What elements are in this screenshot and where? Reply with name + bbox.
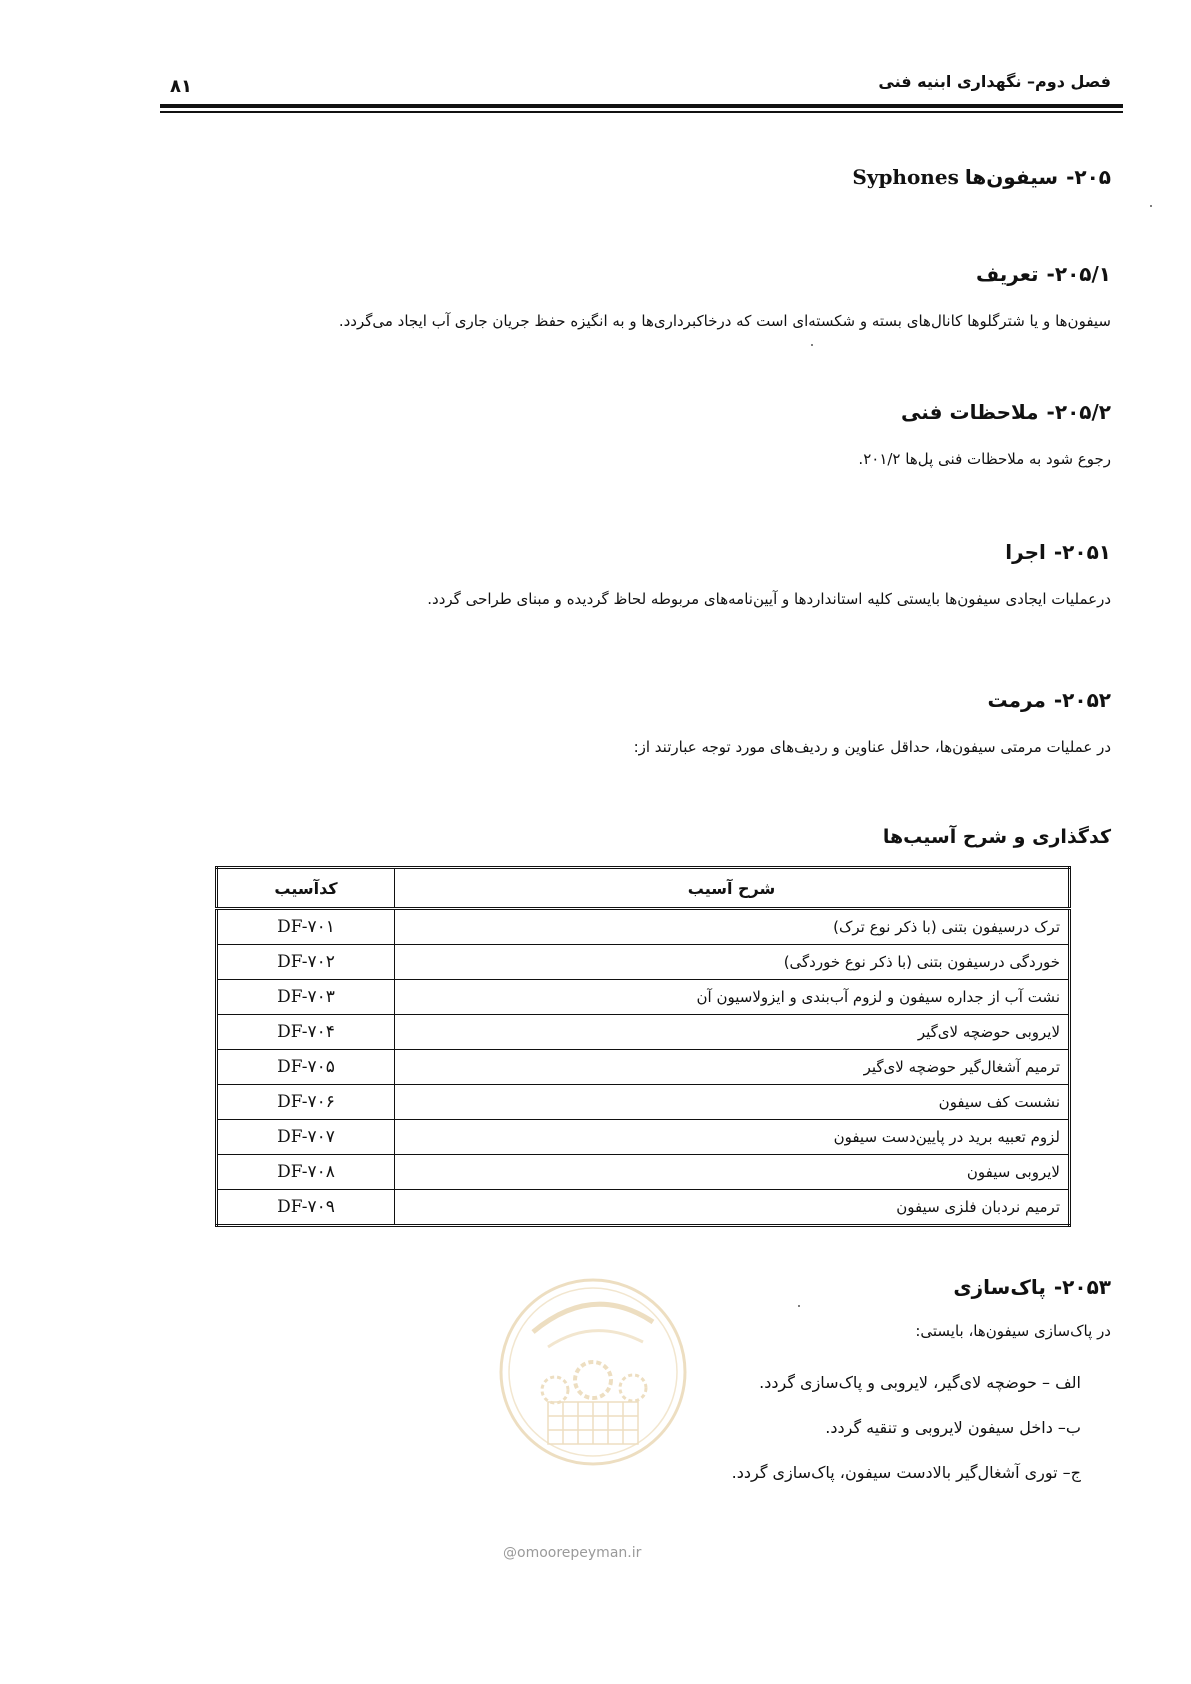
- subsection-number: ۲۰۵۲-: [1053, 688, 1111, 712]
- table-row: [217, 909, 1070, 945]
- damage-description: خوردگی درسیفون بتنی (با ذکر نوع خوردگی): [395, 945, 1070, 980]
- subsection-title: اجرا: [1005, 540, 1046, 564]
- table-row: [217, 1085, 1070, 1120]
- watermark-logo: [493, 1262, 693, 1492]
- subsection-heading-repair: [987, 688, 1111, 712]
- definition-paragraph: سیفون‌ها و یا شترگلوها کانال‌های بسته و شکسته‌ای است که درخاکبرداری‌ها و به انگیزه حفظ جریان جاری آب ایجاد می‌گردد.: [338, 312, 1111, 330]
- repair-paragraph: در عملیات مرمتی سیفون‌ها، حداقل عناوین و ردیف‌های مورد توجه عبارتند از:: [633, 738, 1111, 756]
- damage-description: ترک درسیفون بتنی (با ذکر نوع ترک): [395, 909, 1070, 945]
- damage-description: نشت آب از جداره سیفون و لزوم آب‌بندی و ایزولاسیون آن: [395, 980, 1070, 1015]
- damage-code: DF-۷۰۱: [217, 909, 395, 945]
- damage-description: ترمیم نردبان فلزی سیفون: [395, 1190, 1070, 1226]
- table-row: [217, 1190, 1070, 1226]
- damage-description: نشست کف سیفون: [395, 1085, 1070, 1120]
- subsection-number: ۲۰۵۱-: [1053, 540, 1111, 564]
- execution-paragraph: درعملیات ایجادی سیفون‌ها بایستی کلیه استانداردها و آیین‌نامه‌های مربوطه لحاظ گردیده و مبنای طراحی گردد.: [427, 590, 1111, 608]
- subsection-heading-execution: [1005, 540, 1111, 564]
- subsection-title: پاک‌سازی: [953, 1275, 1046, 1299]
- subsection-number: ۲۰۵/۱-: [1046, 262, 1111, 286]
- column-header-code: کدآسیب: [217, 868, 395, 909]
- table-row: [217, 1015, 1070, 1050]
- cleaning-paragraph: در پاک‌سازی سیفون‌ها، بایستی:: [915, 1322, 1111, 1340]
- header-rule-thick: [160, 104, 1123, 108]
- page-number: ۸۱: [170, 76, 192, 97]
- damage-code-table: [215, 866, 1071, 1227]
- header-rule-thin: [160, 111, 1123, 113]
- scan-speck: [1150, 205, 1152, 207]
- damage-description: ترمیم آشغال‌گیر حوضچه لای‌گیر: [395, 1050, 1070, 1085]
- scan-speck: [798, 1305, 800, 1307]
- table-row: [217, 980, 1070, 1015]
- damage-description: لایروبی سیفون: [395, 1155, 1070, 1190]
- table-row: [217, 1155, 1070, 1190]
- subsection-number: ۲۰۵/۲-: [1046, 400, 1111, 424]
- damage-code: DF-۷۰۲: [217, 945, 395, 980]
- subsection-title: تعریف: [975, 262, 1039, 286]
- damage-code: DF-۷۰۴: [217, 1015, 395, 1050]
- subsection-heading-definition: [976, 262, 1111, 286]
- list-item: ب– داخل سیفون لایروبی و تنقیه گردد.: [825, 1418, 1081, 1437]
- table-row: [217, 1050, 1070, 1085]
- watermark-site: @omoorepeyman.ir: [503, 1545, 642, 1561]
- damage-description: لزوم تعبیه برید در پایین‌دست سیفون: [395, 1120, 1070, 1155]
- technical-paragraph: رجوع شود به ملاحظات فنی پل‌ها ۲۰۱/۲.: [858, 450, 1111, 468]
- table-row: [217, 945, 1070, 980]
- list-item: الف – حوضچه لای‌گیر، لایروبی و پاک‌سازی گردد.: [759, 1373, 1081, 1392]
- list-item: ج– توری آشغال‌گیر بالادست سیفون، پاک‌سازی گردد.: [731, 1463, 1081, 1482]
- subsection-title: ملاحظات فنی: [901, 400, 1039, 424]
- table-row: [217, 1120, 1070, 1155]
- damage-code: DF-۷۰۵: [217, 1050, 395, 1085]
- damage-code: DF-۷۰۹: [217, 1190, 395, 1226]
- subsection-number: ۲۰۵۳-: [1053, 1275, 1111, 1299]
- section-number: ۲۰۵-: [1066, 165, 1111, 189]
- column-header-description: شرح آسیب: [395, 868, 1070, 909]
- damage-code: DF-۷۰۳: [217, 980, 395, 1015]
- table-header-row: [217, 868, 1070, 909]
- damage-code: DF-۷۰۷: [217, 1120, 395, 1155]
- chapter-title: فصل دوم– نگهداری ابنیه فنی: [878, 72, 1111, 91]
- section-title: سیفون‌ها: [964, 165, 1059, 189]
- section-heading: [852, 165, 1111, 189]
- subsection-title: مرمت: [987, 688, 1046, 712]
- scan-speck: [811, 344, 813, 346]
- subsection-heading-technical: [901, 400, 1111, 424]
- damage-code: DF-۷۰۸: [217, 1155, 395, 1190]
- table-caption: کدگذاری و شرح آسیب‌ها: [882, 826, 1111, 848]
- damage-code: DF-۷۰۶: [217, 1085, 395, 1120]
- section-title-en: Syphones: [852, 165, 959, 189]
- damage-description: لایروبی حوضچه لای‌گیر: [395, 1015, 1070, 1050]
- subsection-heading-cleaning: [953, 1275, 1111, 1299]
